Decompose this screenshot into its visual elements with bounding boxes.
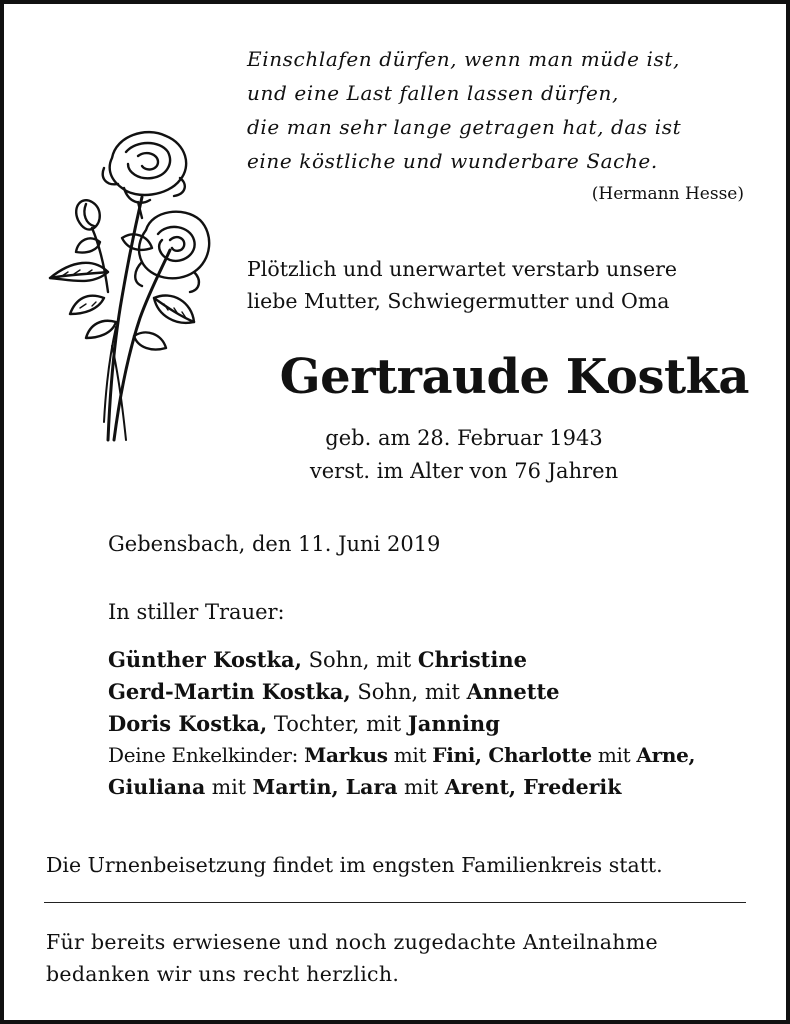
intro-line-2: liebe Mutter, Schwiegermutter und Oma [247, 289, 670, 313]
thanks-line-1: Für bereits erwiesene und noch zugedachte Anteilnahme [46, 930, 658, 954]
grandchild-name: Fini, Charlotte [432, 743, 592, 767]
mourner-name: Günther Kostka, [108, 647, 302, 672]
mourner-partner: Annette [466, 679, 560, 704]
poem-line-1: Einschlafen dürfen, wenn man müde ist, [247, 47, 680, 71]
grandchild-name: Arent, Frederik [444, 775, 622, 799]
burial-note: Die Urnenbeisetzung findet im engsten Familienkreis statt. [46, 853, 663, 877]
mourner-relation: Sohn, mit [301, 648, 418, 672]
age-at-death: verst. im Alter von 76 Jahren [309, 459, 619, 483]
poem-line-3: die man sehr lange getragen hat, das ist [247, 115, 682, 139]
connector-text: mit [591, 743, 637, 767]
mourner-row [108, 713, 500, 735]
mourner-name: Doris Kostka, [108, 711, 268, 736]
thanks-line-2: bedanken wir uns recht herzlich. [46, 962, 400, 986]
grandchild-name: Markus [304, 743, 388, 767]
connector-text: mit [397, 775, 445, 799]
birth-date: geb. am 28. Februar 1943 [325, 426, 603, 450]
connector-text: mit [205, 775, 253, 799]
deceased-name: Gertraude Kostka [279, 349, 749, 405]
connector-text: mit [387, 743, 433, 767]
grandchildren-row [108, 777, 621, 798]
mourner-name: Gerd-Martin Kostka, [108, 679, 351, 704]
poem-attribution: (Hermann Hesse) [591, 184, 744, 204]
grandchild-name: Giuliana [108, 775, 206, 799]
grandchildren-prefix: Deine Enkelkinder: [108, 743, 305, 767]
grandchildren-row [108, 745, 695, 765]
intro-line-1: Plötzlich und unerwartet verstarb unsere [247, 257, 678, 281]
grandchild-name: Arne, [636, 743, 696, 767]
mourner-row [108, 649, 527, 671]
mourner-partner: Janning [407, 711, 500, 736]
mourner-partner: Christine [417, 647, 527, 672]
place-and-date: Gebensbach, den 11. Juni 2019 [108, 532, 441, 556]
poem-line-2: und eine Last fallen lassen dürfen, [247, 81, 619, 105]
mourner-row [108, 681, 560, 703]
mourning-heading: In stiller Trauer: [108, 600, 285, 624]
mourner-relation: Sohn, mit [350, 680, 467, 704]
poem-line-4: eine köstliche und wunderbare Sache. [247, 149, 658, 173]
grandchild-name: Martin, Lara [252, 775, 398, 799]
divider [44, 902, 746, 903]
mourner-relation: Tochter, mit [267, 712, 408, 736]
